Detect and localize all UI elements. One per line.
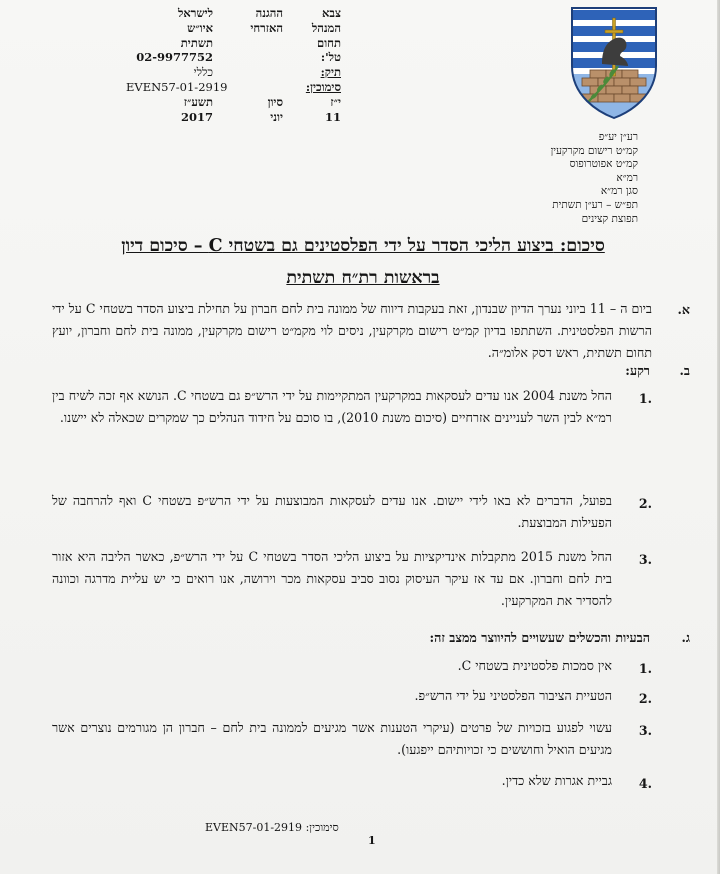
letterhead-label: 11 xyxy=(324,109,341,124)
section-a-text: ביום ה – 11 ביוני נערך הדיון שבנדון, זאת בעקבות דיווח של ממונה בית לחם חברון על תחילת ביצוע הסדר בשטחי C על ידי הרשות הפלסטינית. השתתפו בדיון קמ״ט רישום מקרקעין, ניסים לוי מקמ״ט רישום מקרקעין, ממונה בית לחם וחברון, יועץ תחום תשתית, ראש דסק אלומ״ה. xyxy=(52,301,652,360)
letterhead-value: 2017 xyxy=(180,109,213,124)
letterhead-label: י״ז xyxy=(330,94,341,109)
letterhead-mid: האזרחי xyxy=(250,20,283,35)
list-number: .4 xyxy=(638,776,652,791)
reference-value: EVEN57-01-2919 xyxy=(126,79,228,94)
list-number: .1 xyxy=(638,661,652,676)
letterhead-row xyxy=(126,6,341,21)
letterhead-value: איו״ש xyxy=(187,20,213,35)
letterhead-mid: יוני xyxy=(270,109,283,124)
list-number: .3 xyxy=(638,723,652,738)
section-c-item: גביית אגרות שלא כדין. xyxy=(501,773,612,788)
letterhead-label: תיק: xyxy=(320,65,341,80)
footer-reference-value: EVEN57-01-2919 xyxy=(205,821,303,834)
letterhead-label: צבא xyxy=(322,6,341,20)
letterhead-label: טל': xyxy=(320,50,341,65)
letterhead-row xyxy=(126,65,341,80)
section-c-item: עשוי לפגוע בזכויות של פרטים (עיקרי הטענות אשר מגיעים לממונה בית לחם – חברון הן מגורמים נוצרים אשר מגיעים הואיל וחוששים כי זכויותיהם ייפגעו). xyxy=(52,720,612,757)
list-number: .1 xyxy=(638,391,652,406)
section-b-item: החל משנת 2015 מתקבלות אינדיקציות על ביצוע הליכי הסדר בשטחי C על ידי הרש״פ, כאשר הליבה היא אזור בית לחם וחברון. אם עד אז עיקר העיסוק נסוב סביב עסקאות מכר וירושה, אנו רואים כי יש עליית מדרגה וכוונה להסדיר את המקרקעין. xyxy=(52,549,612,608)
distribution-item: קמ״ט אפוטרופוס xyxy=(569,158,638,171)
title-prefix: סיכום: xyxy=(553,236,605,256)
section-c-item: הטעיית הציבור הפלסטיני על ידי הרש״פ. xyxy=(414,688,612,703)
letterhead-row xyxy=(126,50,341,65)
letterhead-mid xyxy=(213,65,283,80)
letterhead-label: סימוכין: xyxy=(305,79,341,94)
section-b-item: בפועל, הדברים לא באו לידי יישום. אנו עדים לעסקאות המבוצעות על ידי הרש״פ בשטחי C ואף להרחבה של הפעילות המבוצעת. xyxy=(52,493,612,530)
distribution-item: רע״ן יע״פ xyxy=(598,131,638,143)
letterhead-value: תשע״ז xyxy=(183,94,213,109)
section-c-item: אין סמכות פלסטינית בשטחי C. xyxy=(457,658,612,673)
letterhead-mid xyxy=(213,36,283,51)
title-subject: ביצוע הליכי הסדר על ידי הפלסטינים גם בשטחי C – סיכום דיון xyxy=(121,236,554,256)
letterhead-mid: ההגנה xyxy=(255,6,283,20)
footer-reference-label: סימוכין: xyxy=(305,821,339,834)
letterhead-row xyxy=(126,36,341,51)
section-b-item: החל משנת 2004 אנו עדים לעסקאות במקרקעין המתקיימות על ידי הרש״פ גם בשטחי C. הנושא אף זכה לשיח בין רמ״א לבין השר לעניינים אזרחיים (סיכום משנת 2010), בו סוכם על חידוד הנהלים כך שמקרים שכאלה לא יישנו. xyxy=(52,388,612,425)
distribution-item: תפוצת קצינים xyxy=(581,212,638,225)
section-c-title: הבעיות והכשלים שעשויים להיווצר ממצב זה: xyxy=(429,630,650,645)
section-c-mark: ג. xyxy=(681,630,690,645)
letterhead-value: תשתית xyxy=(180,35,213,50)
letterhead-label: תחום xyxy=(317,35,341,50)
list-number: .3 xyxy=(638,552,652,567)
letterhead-row xyxy=(126,110,341,125)
section-b-title: רקע: xyxy=(625,363,650,378)
section-a-mark: א. xyxy=(677,302,690,317)
distribution-item: תפ״ש – רע״ן תשתית xyxy=(552,198,638,211)
title-line-1 xyxy=(108,230,618,262)
phone-number: 02-9977752 xyxy=(136,50,213,65)
list-number: .2 xyxy=(638,496,652,511)
letterhead-value: לישראל xyxy=(178,6,213,20)
title-line-2: בראשות רת״ח תשתית xyxy=(286,268,440,288)
distribution-list xyxy=(478,131,638,226)
page-number: 1 xyxy=(368,834,376,847)
letterhead-mid xyxy=(213,50,283,65)
footer-reference xyxy=(205,821,339,834)
unit-emblem-icon xyxy=(568,4,660,120)
letterhead-row xyxy=(126,80,341,95)
distribution-item: סגן רמ״א xyxy=(600,185,638,198)
letterhead-row xyxy=(126,95,341,110)
section-b-mark: ב. xyxy=(679,363,690,378)
document-title xyxy=(108,230,618,294)
list-number: .2 xyxy=(638,691,652,706)
letterhead-row xyxy=(126,21,341,36)
distribution-item: רמ״א xyxy=(616,171,638,184)
distribution-item: קמ״ט רישום מקרקעין xyxy=(550,144,638,157)
letterhead-label: המנהל xyxy=(311,20,341,35)
file-value: כללי xyxy=(193,65,213,80)
letterhead-mid: סיון xyxy=(267,94,283,109)
letterhead-details xyxy=(126,6,341,124)
